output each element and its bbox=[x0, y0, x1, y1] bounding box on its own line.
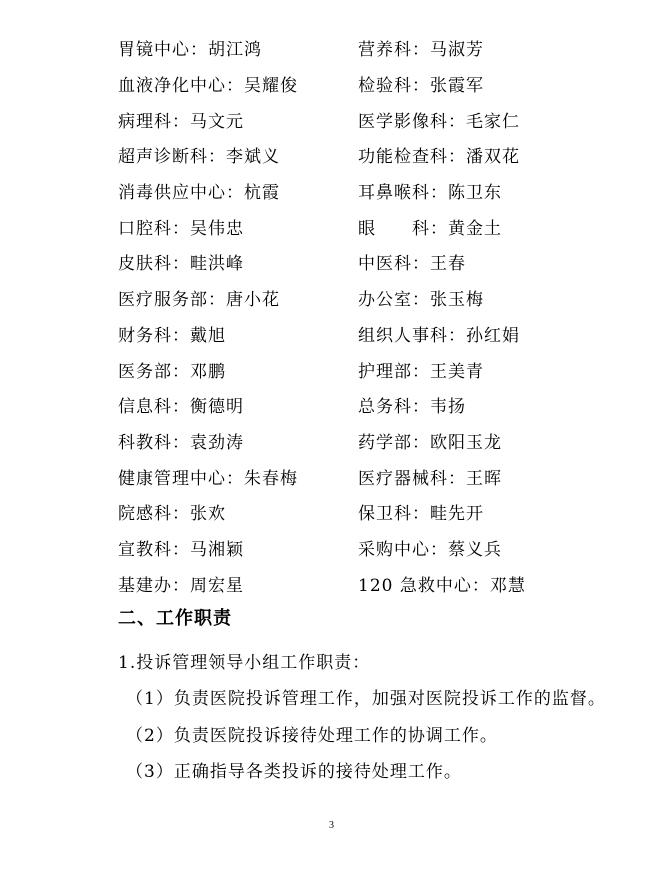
directory-entry: 血液净化中心：吴耀俊 bbox=[118, 76, 298, 97]
directory-entry: 医疗器械科：王晖 bbox=[358, 468, 502, 489]
directory-entry: 宣教科：马湘颖 bbox=[118, 539, 244, 560]
directory-entry: 眼 科：黄金土 bbox=[358, 218, 502, 239]
directory-entry: 消毒供应中心：杭霞 bbox=[118, 183, 280, 204]
directory-entry: 医务部：邓鹏 bbox=[118, 361, 226, 382]
duty-item: （3）正确指导各类投诉的接待处理工作。 bbox=[126, 762, 462, 782]
directory-entry: 院感科：张欢 bbox=[118, 504, 226, 525]
directory-entry: 检验科：张霞军 bbox=[358, 76, 484, 97]
duty-item: （1）负责医院投诉管理工作，加强对医院投诉工作的监督。 bbox=[126, 689, 606, 709]
directory-entry: 120 急救中心：邓慧 bbox=[358, 575, 526, 596]
directory-entry: 营养科：马淑芳 bbox=[358, 40, 484, 61]
subheading: 1.投诉管理领导小组工作职责： bbox=[118, 653, 371, 673]
page-number: 3 bbox=[329, 820, 334, 831]
directory-entry: 办公室：张玉梅 bbox=[358, 290, 484, 311]
directory-entry: 医学影像科：毛家仁 bbox=[358, 111, 520, 132]
directory-entry: 超声诊断科：李斌义 bbox=[118, 147, 280, 168]
directory-entry: 功能检查科：潘双花 bbox=[358, 147, 520, 168]
directory-grid bbox=[118, 30, 598, 601]
directory-entry: 医疗服务部：唐小花 bbox=[118, 290, 280, 311]
directory-entry: 药学部：欧阳玉龙 bbox=[358, 432, 502, 453]
directory-entry: 胃镜中心：胡江鸿 bbox=[118, 40, 262, 61]
directory-entry: 皮肤科：畦洪峰 bbox=[118, 254, 244, 275]
duty-item: （2）负责医院投诉接待处理工作的协调工作。 bbox=[126, 726, 498, 746]
directory-entry: 病理科：马文元 bbox=[118, 111, 244, 132]
directory-entry: 科教科：袁劲涛 bbox=[118, 432, 244, 453]
directory-entry: 口腔科：吴伟忠 bbox=[118, 218, 244, 239]
directory-entry: 总务科：韦扬 bbox=[358, 397, 466, 418]
directory-entry: 保卫科：畦先开 bbox=[358, 504, 484, 525]
directory-entry: 健康管理中心：朱春梅 bbox=[118, 468, 298, 489]
directory-entry: 组织人事科：孙红娟 bbox=[358, 325, 520, 346]
directory-entry: 护理部：王美青 bbox=[358, 361, 484, 382]
directory-entry: 信息科：衡德明 bbox=[118, 397, 244, 418]
directory-entry: 基建办：周宏星 bbox=[118, 575, 244, 596]
section-title: 二、工作职责 bbox=[118, 608, 232, 629]
directory-entry: 耳鼻喉科：陈卫东 bbox=[358, 183, 502, 204]
directory-entry: 中医科：王春 bbox=[358, 254, 466, 275]
directory-entry: 采购中心：蔡义兵 bbox=[358, 539, 502, 560]
directory-entry: 财务科：戴旭 bbox=[118, 325, 226, 346]
